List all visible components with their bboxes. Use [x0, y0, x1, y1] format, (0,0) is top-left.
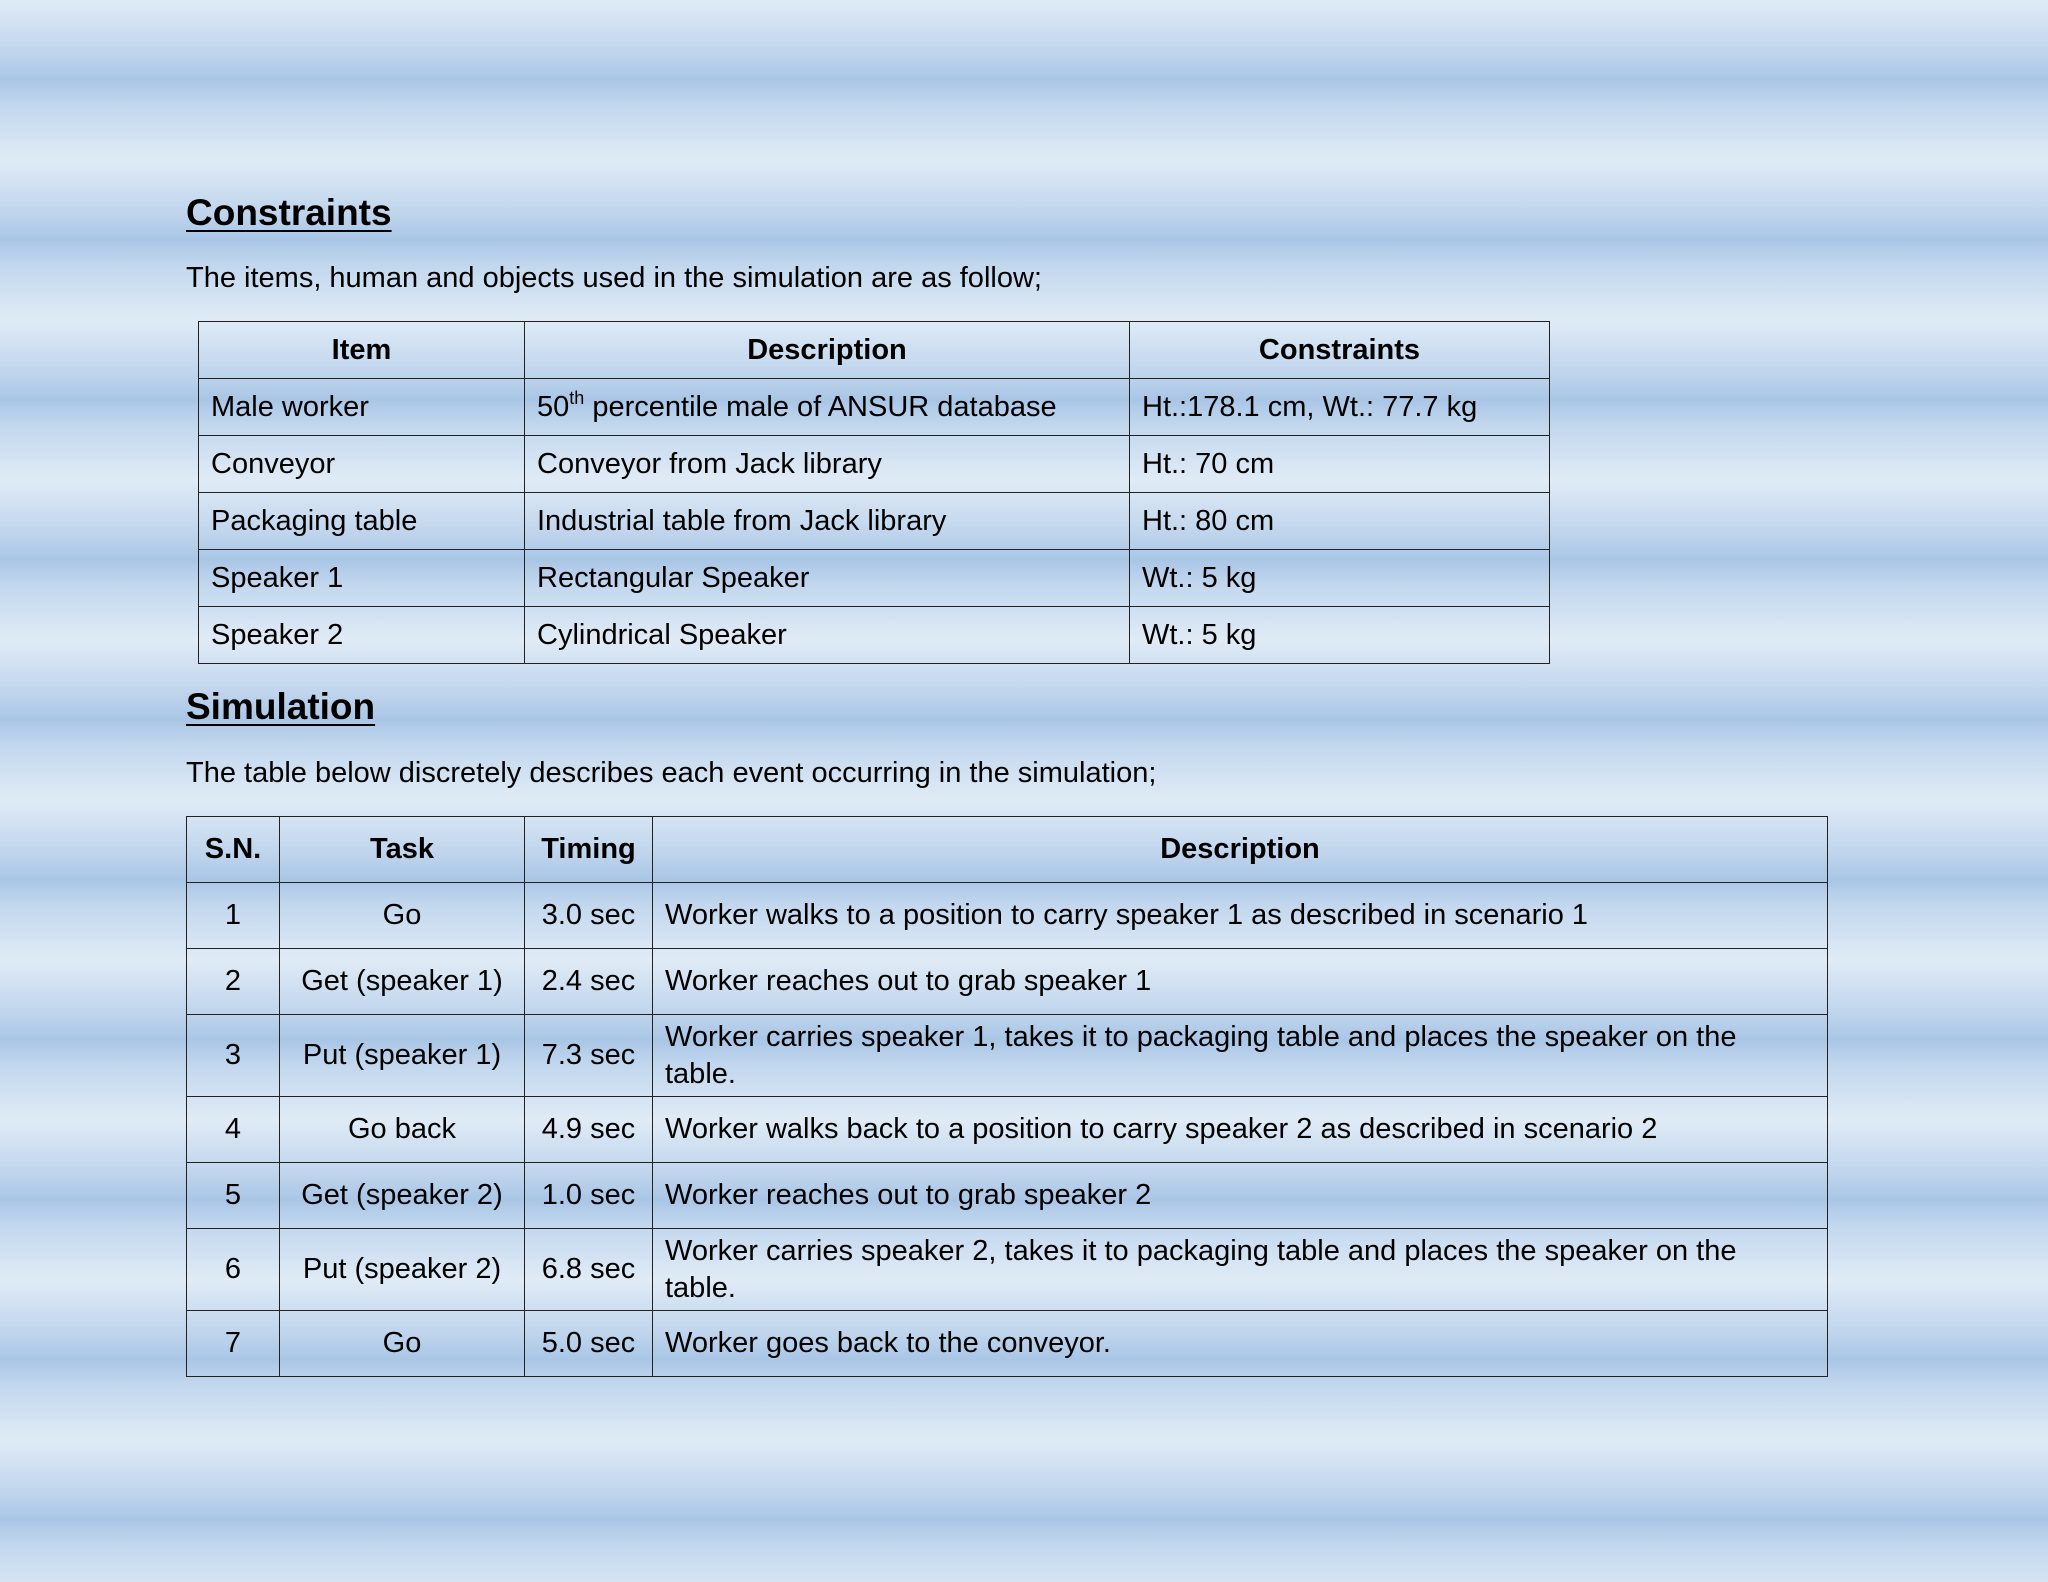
task-cell: Get (speaker 2)	[280, 1163, 525, 1229]
description-cell: Worker walks to a position to carry speaker 1 as described in scenario 1	[653, 883, 1828, 949]
sn-cell: 5	[187, 1163, 280, 1229]
constraint-cell: Ht.: 70 cm	[1130, 436, 1550, 493]
sn-cell: 2	[187, 949, 280, 1015]
description-text: percentile male of ANSUR database	[584, 390, 1057, 423]
table-row	[199, 550, 1550, 607]
constraint-cell: Wt.: 5 kg	[1130, 607, 1550, 664]
description-cell: Worker reaches out to grab speaker 1	[653, 949, 1828, 1015]
timing-cell: 6.8 sec	[525, 1229, 653, 1311]
task-cell: Go	[280, 1311, 525, 1377]
column-header-item: Item	[199, 322, 525, 379]
item-cell: Packaging table	[199, 493, 525, 550]
table-row	[187, 883, 1828, 949]
table-row	[199, 493, 1550, 550]
timing-cell: 3.0 sec	[525, 883, 653, 949]
description-cell: Rectangular Speaker	[525, 550, 1130, 607]
column-header-sn: S.N.	[187, 817, 280, 883]
constraint-cell: Ht.:178.1 cm, Wt.: 77.7 kg	[1130, 379, 1550, 436]
description-cell: Conveyor from Jack library	[525, 436, 1130, 493]
table-row	[199, 379, 1550, 436]
constraints-intro: The items, human and objects used in the simulation are as follow;	[186, 262, 1042, 294]
timing-cell: 5.0 sec	[525, 1311, 653, 1377]
description-cell: Worker goes back to the conveyor.	[653, 1311, 1828, 1377]
sn-cell: 7	[187, 1311, 280, 1377]
table-header-row	[199, 322, 1550, 379]
column-header-constraints: Constraints	[1130, 322, 1550, 379]
description-cell: Worker carries speaker 1, takes it to packaging table and places the speaker on the table.	[653, 1015, 1828, 1097]
table-row	[187, 1015, 1828, 1097]
task-cell: Put (speaker 2)	[280, 1229, 525, 1311]
table-row	[187, 1229, 1828, 1311]
table-row	[187, 1097, 1828, 1163]
table-row	[199, 607, 1550, 664]
item-cell: Conveyor	[199, 436, 525, 493]
timing-cell: 7.3 sec	[525, 1015, 653, 1097]
table-row	[187, 949, 1828, 1015]
column-header-timing: Timing	[525, 817, 653, 883]
task-cell: Go	[280, 883, 525, 949]
task-cell: Get (speaker 1)	[280, 949, 525, 1015]
constraint-cell: Ht.: 80 cm	[1130, 493, 1550, 550]
constraint-cell: Wt.: 5 kg	[1130, 550, 1550, 607]
ordinal-suffix: th	[569, 387, 585, 408]
item-cell: Speaker 1	[199, 550, 525, 607]
table-row	[199, 436, 1550, 493]
constraints-heading: Constraints	[186, 192, 392, 233]
column-header-description: Description	[525, 322, 1130, 379]
task-cell: Put (speaker 1)	[280, 1015, 525, 1097]
description-cell: Worker reaches out to grab speaker 2	[653, 1163, 1828, 1229]
simulation-intro: The table below discretely describes each event occurring in the simulation;	[186, 757, 1157, 789]
constraints-table	[198, 321, 1550, 664]
simulation-heading: Simulation	[186, 686, 376, 727]
description-cell: Cylindrical Speaker	[525, 607, 1130, 664]
table-header-row	[187, 817, 1828, 883]
description-cell: Worker walks back to a position to carry speaker 2 as described in scenario 2	[653, 1097, 1828, 1163]
item-cell: Speaker 2	[199, 607, 525, 664]
sn-cell: 3	[187, 1015, 280, 1097]
table-row	[187, 1163, 1828, 1229]
sn-cell: 1	[187, 883, 280, 949]
sn-cell: 4	[187, 1097, 280, 1163]
sn-cell: 6	[187, 1229, 280, 1311]
timing-cell: 4.9 sec	[525, 1097, 653, 1163]
item-cell: Male worker	[199, 379, 525, 436]
column-header-task: Task	[280, 817, 525, 883]
simulation-table	[186, 816, 1828, 1377]
description-cell	[525, 379, 1130, 436]
timing-cell: 2.4 sec	[525, 949, 653, 1015]
column-header-description: Description	[653, 817, 1828, 883]
percentile-number: 50	[537, 390, 570, 423]
description-cell: Worker carries speaker 2, takes it to packaging table and places the speaker on the table.	[653, 1229, 1828, 1311]
task-cell: Go back	[280, 1097, 525, 1163]
timing-cell: 1.0 sec	[525, 1163, 653, 1229]
table-row	[187, 1311, 1828, 1377]
description-cell: Industrial table from Jack library	[525, 493, 1130, 550]
